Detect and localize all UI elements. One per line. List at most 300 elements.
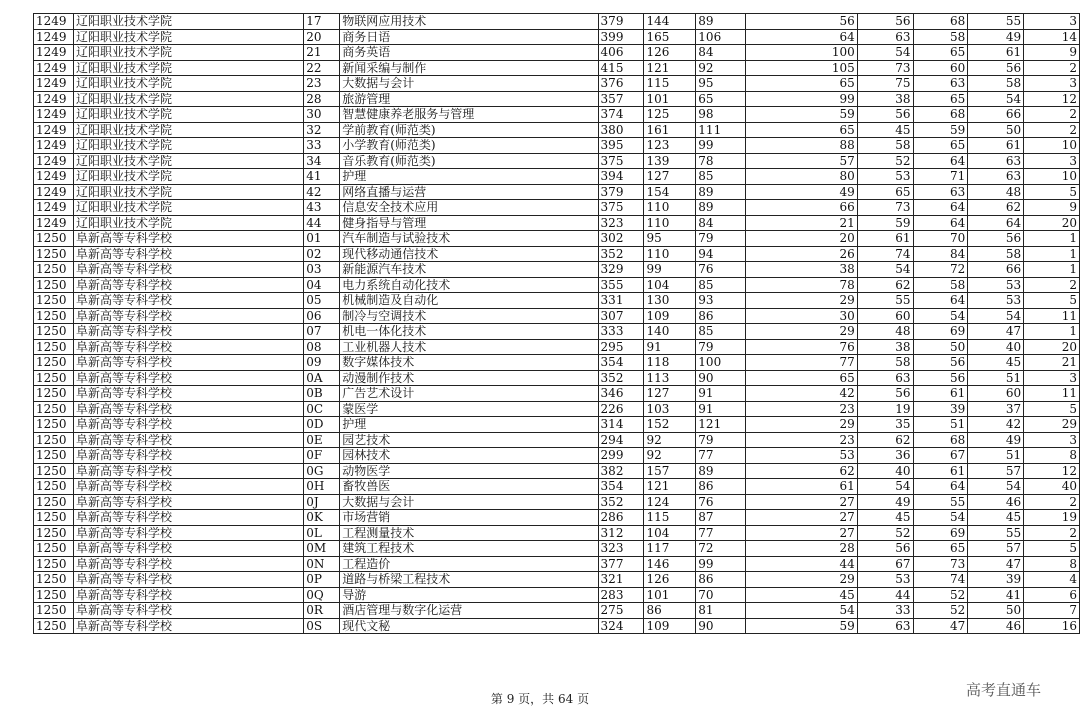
watermark-text: 高考直通车 <box>966 681 1042 699</box>
cell-score-4: 67 <box>857 556 913 572</box>
cell-score-total: 357 <box>598 91 644 107</box>
cell-major-name: 新能源汽车技术 <box>340 262 598 278</box>
cell-score-5: 63 <box>913 184 968 200</box>
cell-score-1: 126 <box>644 45 696 61</box>
cell-score-4: 54 <box>857 262 913 278</box>
cell-school-code: 1250 <box>34 463 74 479</box>
cell-major-name: 旅游管理 <box>340 91 598 107</box>
cell-school-name: 阜新高等专科学校 <box>73 525 303 541</box>
cell-score-4: 36 <box>857 448 913 464</box>
cell-major-name: 物联网应用技术 <box>340 14 598 30</box>
cell-count: 3 <box>1024 14 1080 30</box>
cell-score-4: 49 <box>857 494 913 510</box>
cell-major-code: 0D <box>304 417 340 433</box>
cell-score-1: 140 <box>644 324 696 340</box>
cell-count: 6 <box>1024 587 1080 603</box>
cell-major-name: 现代文秘 <box>340 618 598 634</box>
cell-score-4: 63 <box>857 29 913 45</box>
cell-major-name: 机电一体化技术 <box>340 324 598 340</box>
cell-score-2: 86 <box>696 479 746 495</box>
cell-school-name: 阜新高等专科学校 <box>73 355 303 371</box>
cell-score-6: 54 <box>968 479 1024 495</box>
cell-score-total: 226 <box>598 401 644 417</box>
cell-score-5: 54 <box>913 510 968 526</box>
cell-score-total: 323 <box>598 541 644 557</box>
data-table <box>33 13 1080 634</box>
cell-score-2: 91 <box>696 401 746 417</box>
cell-major-code: 0L <box>304 525 340 541</box>
cell-major-name: 汽车制造与试验技术 <box>340 231 598 247</box>
table-row <box>34 45 1080 61</box>
cell-count: 3 <box>1024 76 1080 92</box>
cell-score-6: 58 <box>968 246 1024 262</box>
cell-school-name: 辽阳职业技术学院 <box>73 76 303 92</box>
cell-school-name: 辽阳职业技术学院 <box>73 153 303 169</box>
cell-school-name: 阜新高等专科学校 <box>73 401 303 417</box>
cell-major-name: 道路与桥梁工程技术 <box>340 572 598 588</box>
cell-major-name: 数字媒体技术 <box>340 355 598 371</box>
cell-score-total: 346 <box>598 386 644 402</box>
cell-score-6: 54 <box>968 91 1024 107</box>
cell-score-1: 161 <box>644 122 696 138</box>
cell-school-code: 1249 <box>34 200 74 216</box>
cell-score-3: 59 <box>746 107 858 123</box>
cell-score-1: 104 <box>644 277 696 293</box>
cell-score-6: 58 <box>968 76 1024 92</box>
cell-score-3: 29 <box>746 572 858 588</box>
cell-score-total: 352 <box>598 246 644 262</box>
cell-count: 1 <box>1024 231 1080 247</box>
cell-score-4: 56 <box>857 386 913 402</box>
cell-school-name: 辽阳职业技术学院 <box>73 200 303 216</box>
cell-score-5: 71 <box>913 169 968 185</box>
cell-score-2: 86 <box>696 572 746 588</box>
cell-score-1: 130 <box>644 293 696 309</box>
cell-score-3: 78 <box>746 277 858 293</box>
cell-score-5: 64 <box>913 293 968 309</box>
cell-count: 3 <box>1024 370 1080 386</box>
cell-score-4: 59 <box>857 215 913 231</box>
cell-score-6: 53 <box>968 277 1024 293</box>
cell-school-code: 1249 <box>34 60 74 76</box>
cell-school-name: 阜新高等专科学校 <box>73 479 303 495</box>
cell-score-3: 61 <box>746 479 858 495</box>
cell-score-3: 65 <box>746 370 858 386</box>
cell-score-5: 65 <box>913 138 968 154</box>
cell-score-4: 19 <box>857 401 913 417</box>
table-row <box>34 603 1080 619</box>
cell-school-code: 1249 <box>34 138 74 154</box>
cell-major-name: 工业机器人技术 <box>340 339 598 355</box>
cell-score-5: 68 <box>913 14 968 30</box>
cell-score-3: 59 <box>746 618 858 634</box>
cell-count: 2 <box>1024 277 1080 293</box>
cell-score-6: 46 <box>968 618 1024 634</box>
cell-score-total: 295 <box>598 339 644 355</box>
cell-major-code: 02 <box>304 246 340 262</box>
cell-score-6: 66 <box>968 262 1024 278</box>
cell-score-6: 56 <box>968 231 1024 247</box>
cell-score-2: 79 <box>696 339 746 355</box>
cell-school-code: 1250 <box>34 525 74 541</box>
cell-school-name: 阜新高等专科学校 <box>73 293 303 309</box>
cell-score-5: 55 <box>913 494 968 510</box>
cell-score-1: 157 <box>644 463 696 479</box>
table-row <box>34 246 1080 262</box>
cell-major-code: 08 <box>304 339 340 355</box>
cell-school-name: 阜新高等专科学校 <box>73 386 303 402</box>
cell-score-4: 52 <box>857 153 913 169</box>
table-row <box>34 417 1080 433</box>
cell-count: 8 <box>1024 556 1080 572</box>
cell-score-6: 50 <box>968 122 1024 138</box>
cell-major-name: 电力系统自动化技术 <box>340 277 598 293</box>
cell-score-1: 125 <box>644 107 696 123</box>
table-row <box>34 556 1080 572</box>
cell-school-code: 1250 <box>34 324 74 340</box>
cell-school-name: 阜新高等专科学校 <box>73 618 303 634</box>
cell-score-6: 60 <box>968 386 1024 402</box>
cell-score-3: 49 <box>746 184 858 200</box>
cell-score-total: 324 <box>598 618 644 634</box>
cell-score-1: 117 <box>644 541 696 557</box>
cell-major-name: 护理 <box>340 169 598 185</box>
cell-score-5: 74 <box>913 572 968 588</box>
cell-score-total: 382 <box>598 463 644 479</box>
cell-score-5: 69 <box>913 324 968 340</box>
cell-major-code: 0Q <box>304 587 340 603</box>
cell-school-name: 阜新高等专科学校 <box>73 463 303 479</box>
cell-score-5: 67 <box>913 448 968 464</box>
cell-score-1: 86 <box>644 603 696 619</box>
table-row <box>34 324 1080 340</box>
page-footer: 第 9 页，共 64 页 <box>490 692 590 706</box>
cell-score-2: 81 <box>696 603 746 619</box>
cell-school-code: 1250 <box>34 432 74 448</box>
cell-school-name: 阜新高等专科学校 <box>73 587 303 603</box>
cell-major-name: 工程测量技术 <box>340 525 598 541</box>
cell-school-code: 1250 <box>34 386 74 402</box>
cell-major-name: 园林技术 <box>340 448 598 464</box>
cell-school-name: 阜新高等专科学校 <box>73 231 303 247</box>
cell-score-5: 69 <box>913 525 968 541</box>
cell-score-3: 23 <box>746 401 858 417</box>
cell-score-total: 354 <box>598 355 644 371</box>
cell-major-name: 音乐教育(师范类) <box>340 153 598 169</box>
cell-school-code: 1249 <box>34 45 74 61</box>
cell-score-2: 78 <box>696 153 746 169</box>
cell-score-2: 98 <box>696 107 746 123</box>
cell-major-name: 畜牧兽医 <box>340 479 598 495</box>
cell-score-4: 38 <box>857 91 913 107</box>
cell-score-5: 72 <box>913 262 968 278</box>
cell-major-name: 新闻采编与制作 <box>340 60 598 76</box>
cell-major-code: 34 <box>304 153 340 169</box>
cell-score-2: 76 <box>696 262 746 278</box>
cell-score-1: 127 <box>644 169 696 185</box>
cell-score-3: 26 <box>746 246 858 262</box>
table-row <box>34 339 1080 355</box>
cell-score-2: 84 <box>696 215 746 231</box>
cell-score-4: 40 <box>857 463 913 479</box>
cell-school-code: 1249 <box>34 122 74 138</box>
cell-school-code: 1249 <box>34 169 74 185</box>
cell-school-code: 1250 <box>34 246 74 262</box>
cell-count: 7 <box>1024 603 1080 619</box>
cell-major-name: 小学教育(师范类) <box>340 138 598 154</box>
cell-score-4: 38 <box>857 339 913 355</box>
cell-score-3: 28 <box>746 541 858 557</box>
cell-score-3: 88 <box>746 138 858 154</box>
table-row <box>34 510 1080 526</box>
cell-score-5: 39 <box>913 401 968 417</box>
cell-score-3: 99 <box>746 91 858 107</box>
cell-score-5: 64 <box>913 200 968 216</box>
cell-score-3: 64 <box>746 29 858 45</box>
cell-score-5: 56 <box>913 370 968 386</box>
cell-school-name: 阜新高等专科学校 <box>73 262 303 278</box>
cell-score-2: 89 <box>696 184 746 200</box>
cell-major-name: 大数据与会计 <box>340 494 598 510</box>
cell-count: 1 <box>1024 246 1080 262</box>
cell-score-1: 110 <box>644 215 696 231</box>
cell-major-code: 07 <box>304 324 340 340</box>
cell-school-name: 阜新高等专科学校 <box>73 448 303 464</box>
table-row <box>34 479 1080 495</box>
cell-score-total: 299 <box>598 448 644 464</box>
cell-school-name: 辽阳职业技术学院 <box>73 14 303 30</box>
cell-score-5: 61 <box>913 463 968 479</box>
cell-score-1: 154 <box>644 184 696 200</box>
cell-major-code: 20 <box>304 29 340 45</box>
cell-major-code: 0M <box>304 541 340 557</box>
cell-major-code: 41 <box>304 169 340 185</box>
cell-score-total: 329 <box>598 262 644 278</box>
cell-major-name: 现代移动通信技术 <box>340 246 598 262</box>
cell-score-2: 100 <box>696 355 746 371</box>
cell-score-1: 99 <box>644 262 696 278</box>
cell-school-code: 1250 <box>34 262 74 278</box>
cell-score-5: 56 <box>913 355 968 371</box>
cell-school-code: 1250 <box>34 339 74 355</box>
cell-score-total: 283 <box>598 587 644 603</box>
cell-score-total: 354 <box>598 479 644 495</box>
cell-score-2: 94 <box>696 246 746 262</box>
cell-score-total: 395 <box>598 138 644 154</box>
cell-major-code: 04 <box>304 277 340 293</box>
cell-major-name: 护理 <box>340 417 598 433</box>
cell-score-total: 375 <box>598 153 644 169</box>
cell-score-4: 63 <box>857 370 913 386</box>
cell-score-5: 58 <box>913 277 968 293</box>
cell-major-code: 0S <box>304 618 340 634</box>
table-row <box>34 153 1080 169</box>
table-row <box>34 448 1080 464</box>
cell-score-total: 377 <box>598 556 644 572</box>
cell-school-code: 1249 <box>34 153 74 169</box>
cell-score-2: 106 <box>696 29 746 45</box>
cell-score-total: 275 <box>598 603 644 619</box>
cell-count: 40 <box>1024 479 1080 495</box>
cell-score-5: 68 <box>913 432 968 448</box>
cell-school-name: 阜新高等专科学校 <box>73 370 303 386</box>
cell-school-name: 辽阳职业技术学院 <box>73 122 303 138</box>
cell-count: 9 <box>1024 200 1080 216</box>
cell-count: 20 <box>1024 215 1080 231</box>
cell-score-2: 91 <box>696 386 746 402</box>
cell-major-name: 机械制造及自动化 <box>340 293 598 309</box>
cell-count: 2 <box>1024 107 1080 123</box>
cell-score-3: 29 <box>746 293 858 309</box>
cell-score-total: 307 <box>598 308 644 324</box>
cell-school-code: 1249 <box>34 76 74 92</box>
table-body <box>34 14 1080 634</box>
cell-count: 16 <box>1024 618 1080 634</box>
cell-score-4: 73 <box>857 60 913 76</box>
cell-score-6: 47 <box>968 324 1024 340</box>
cell-school-name: 阜新高等专科学校 <box>73 432 303 448</box>
cell-score-5: 65 <box>913 45 968 61</box>
cell-score-1: 165 <box>644 29 696 45</box>
table-row <box>34 122 1080 138</box>
cell-score-5: 52 <box>913 603 968 619</box>
cell-school-name: 辽阳职业技术学院 <box>73 215 303 231</box>
cell-score-total: 376 <box>598 76 644 92</box>
admission-score-table <box>33 13 1080 634</box>
cell-score-3: 21 <box>746 215 858 231</box>
cell-major-name: 制冷与空调技术 <box>340 308 598 324</box>
cell-major-name: 动漫制作技术 <box>340 370 598 386</box>
cell-count: 10 <box>1024 169 1080 185</box>
cell-score-2: 89 <box>696 463 746 479</box>
cell-major-name: 建筑工程技术 <box>340 541 598 557</box>
cell-school-code: 1249 <box>34 14 74 30</box>
cell-score-3: 38 <box>746 262 858 278</box>
cell-score-4: 33 <box>857 603 913 619</box>
cell-score-2: 79 <box>696 432 746 448</box>
table-row <box>34 370 1080 386</box>
cell-score-1: 121 <box>644 479 696 495</box>
cell-major-name: 动物医学 <box>340 463 598 479</box>
cell-score-6: 49 <box>968 432 1024 448</box>
cell-score-2: 85 <box>696 277 746 293</box>
table-row <box>34 169 1080 185</box>
cell-score-4: 35 <box>857 417 913 433</box>
cell-score-4: 58 <box>857 138 913 154</box>
table-row <box>34 76 1080 92</box>
cell-score-4: 54 <box>857 45 913 61</box>
cell-major-code: 09 <box>304 355 340 371</box>
cell-score-4: 58 <box>857 355 913 371</box>
cell-score-1: 115 <box>644 510 696 526</box>
cell-score-3: 53 <box>746 448 858 464</box>
cell-school-name: 阜新高等专科学校 <box>73 572 303 588</box>
cell-major-code: 23 <box>304 76 340 92</box>
cell-score-5: 51 <box>913 417 968 433</box>
cell-score-4: 61 <box>857 231 913 247</box>
cell-score-3: 80 <box>746 169 858 185</box>
cell-score-total: 379 <box>598 14 644 30</box>
cell-score-2: 86 <box>696 308 746 324</box>
cell-score-total: 352 <box>598 370 644 386</box>
cell-score-5: 52 <box>913 587 968 603</box>
cell-major-code: 0P <box>304 572 340 588</box>
cell-score-1: 144 <box>644 14 696 30</box>
cell-score-6: 61 <box>968 45 1024 61</box>
cell-score-6: 64 <box>968 215 1024 231</box>
cell-score-total: 294 <box>598 432 644 448</box>
cell-score-2: 72 <box>696 541 746 557</box>
cell-school-code: 1250 <box>34 293 74 309</box>
cell-school-name: 辽阳职业技术学院 <box>73 60 303 76</box>
table-row <box>34 215 1080 231</box>
cell-score-4: 63 <box>857 618 913 634</box>
cell-score-4: 74 <box>857 246 913 262</box>
cell-major-code: 30 <box>304 107 340 123</box>
cell-score-1: 146 <box>644 556 696 572</box>
cell-score-2: 65 <box>696 91 746 107</box>
cell-major-code: 17 <box>304 14 340 30</box>
cell-major-code: 22 <box>304 60 340 76</box>
cell-school-code: 1249 <box>34 29 74 45</box>
cell-count: 2 <box>1024 494 1080 510</box>
cell-score-1: 101 <box>644 91 696 107</box>
cell-score-6: 37 <box>968 401 1024 417</box>
cell-score-1: 92 <box>644 448 696 464</box>
cell-score-4: 65 <box>857 184 913 200</box>
cell-major-code: 0B <box>304 386 340 402</box>
cell-score-4: 53 <box>857 169 913 185</box>
cell-school-name: 辽阳职业技术学院 <box>73 184 303 200</box>
cell-score-6: 39 <box>968 572 1024 588</box>
cell-score-6: 45 <box>968 355 1024 371</box>
cell-score-6: 40 <box>968 339 1024 355</box>
cell-school-name: 阜新高等专科学校 <box>73 494 303 510</box>
table-row <box>34 463 1080 479</box>
cell-major-name: 商务英语 <box>340 45 598 61</box>
cell-score-6: 56 <box>968 60 1024 76</box>
cell-count: 5 <box>1024 293 1080 309</box>
cell-score-6: 55 <box>968 525 1024 541</box>
table-row <box>34 60 1080 76</box>
table-row <box>34 308 1080 324</box>
cell-major-name: 酒店管理与数字化运营 <box>340 603 598 619</box>
cell-score-1: 104 <box>644 525 696 541</box>
cell-score-total: 399 <box>598 29 644 45</box>
cell-count: 4 <box>1024 572 1080 588</box>
cell-school-name: 阜新高等专科学校 <box>73 277 303 293</box>
table-row <box>34 91 1080 107</box>
cell-count: 3 <box>1024 153 1080 169</box>
cell-score-1: 124 <box>644 494 696 510</box>
cell-school-code: 1250 <box>34 417 74 433</box>
cell-school-code: 1249 <box>34 184 74 200</box>
cell-score-6: 55 <box>968 14 1024 30</box>
table-row <box>34 138 1080 154</box>
cell-score-3: 57 <box>746 153 858 169</box>
cell-score-total: 379 <box>598 184 644 200</box>
cell-major-name: 园艺技术 <box>340 432 598 448</box>
cell-score-2: 95 <box>696 76 746 92</box>
cell-school-name: 阜新高等专科学校 <box>73 556 303 572</box>
cell-score-4: 53 <box>857 572 913 588</box>
cell-score-1: 109 <box>644 308 696 324</box>
cell-major-name: 大数据与会计 <box>340 76 598 92</box>
cell-school-code: 1249 <box>34 215 74 231</box>
cell-school-code: 1250 <box>34 587 74 603</box>
cell-score-3: 105 <box>746 60 858 76</box>
cell-school-name: 阜新高等专科学校 <box>73 246 303 262</box>
